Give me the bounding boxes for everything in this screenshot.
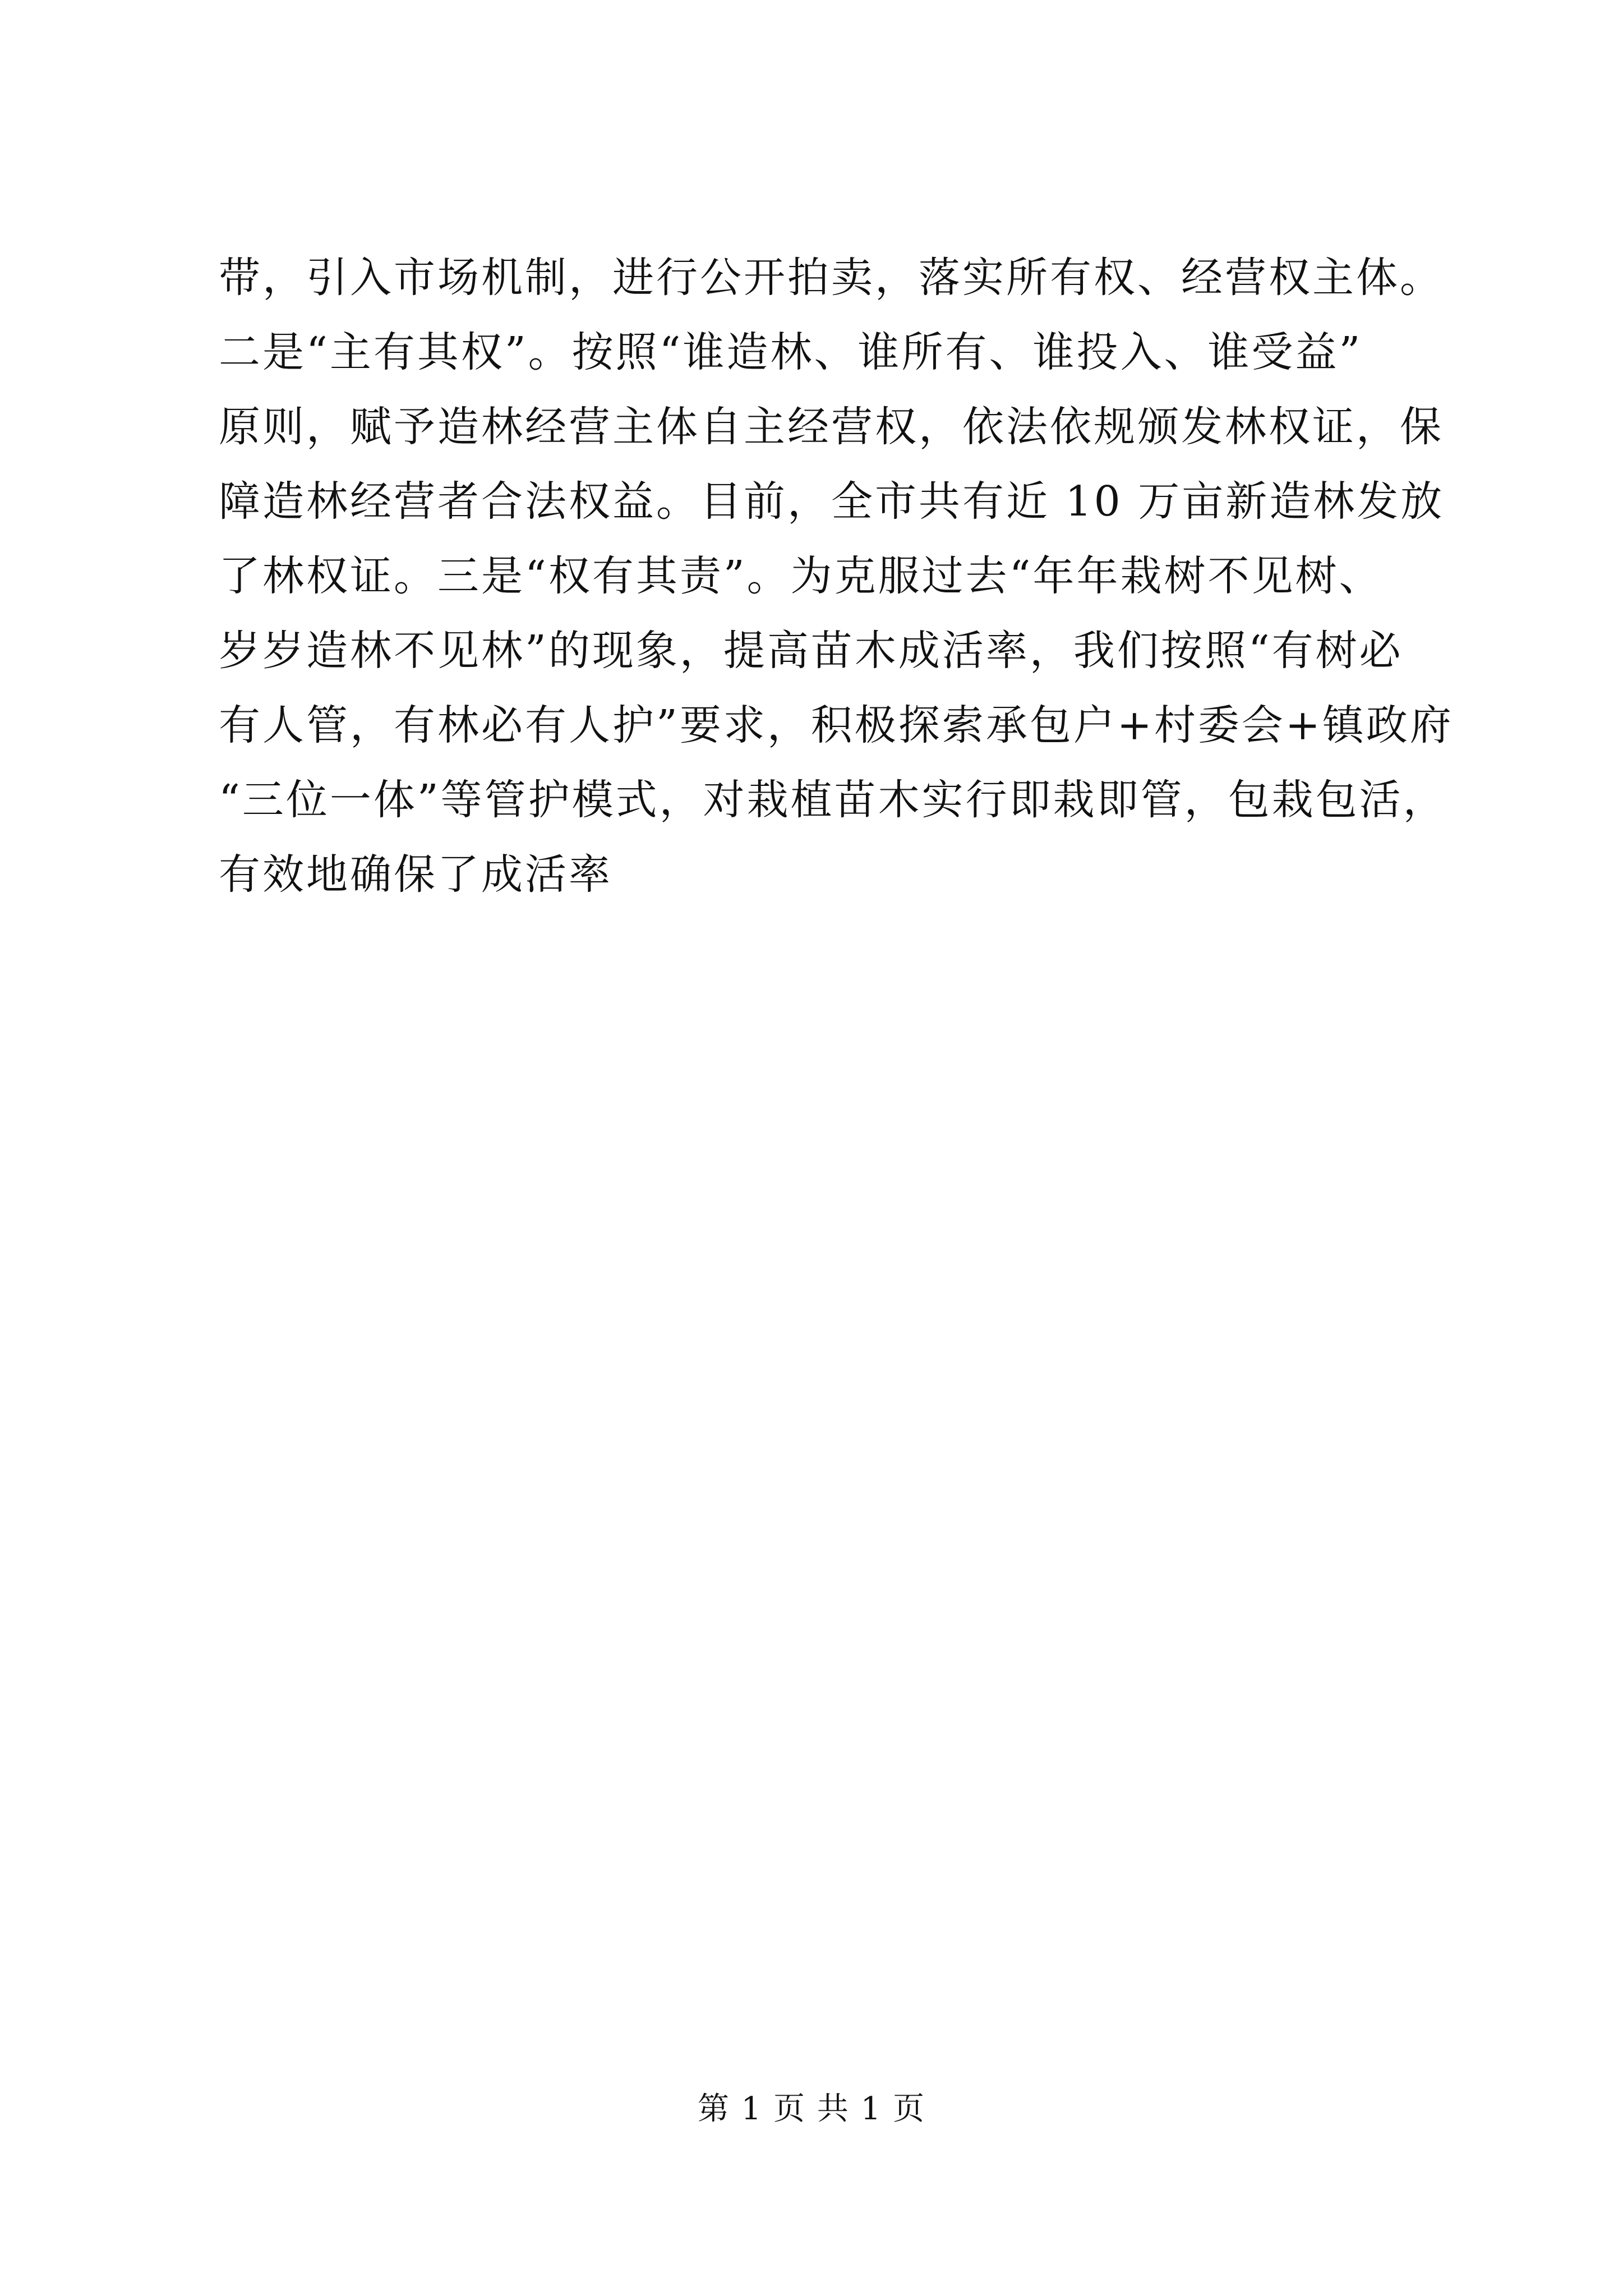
page-footer: 第 1 页 共 1 页 xyxy=(697,2091,926,2127)
text-line: “三位一体”等管护模式，对栽植苗木实行即栽即管，包栽包活， xyxy=(219,776,1447,824)
text-line: 了林权证。三是“权有其责”。为克服过去“年年栽树不见树、 xyxy=(219,552,1383,600)
text-line: 有人管，有林必有人护”要求，积极探索承包户+村委会+镇政府 xyxy=(219,701,1454,749)
text-line: 障造林经营者合法权益。目前，全市共有近 10 万亩新造林发放 xyxy=(219,477,1445,526)
text-line: 岁岁造林不见林”的现象，提高苗木成活率，我们按照“有树必 xyxy=(219,627,1403,675)
text-line: 有效地确保了成活率 xyxy=(219,850,612,899)
text-line: 原则，赋予造林经营主体自主经营权，依法依规颁发林权证，保 xyxy=(219,403,1444,451)
text-line: 二是“主有其权”。按照“谁造林、谁所有、谁投入、谁受益” xyxy=(219,328,1363,376)
text-line: 带，引入市场机制，进行公开拍卖，落实所有权、经营权主体。 xyxy=(219,254,1444,302)
